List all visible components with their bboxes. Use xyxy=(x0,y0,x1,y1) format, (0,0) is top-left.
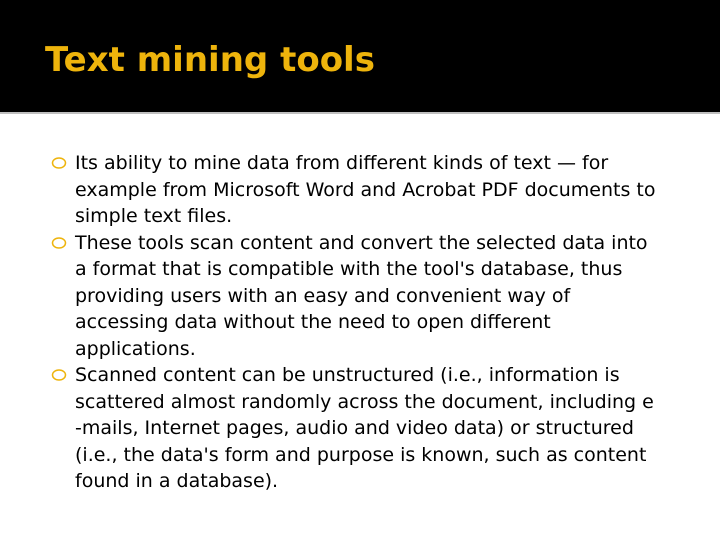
bullet-text: These tools scan content and convert the selected data into a format that is compatible with the tool's database, thus providing users with an easy and convenient way of accessing data without the need to open different applications. xyxy=(75,231,648,360)
hollow-circle-bullet-icon xyxy=(51,157,67,169)
bullet-item xyxy=(0,230,720,363)
hollow-circle-bullet-icon xyxy=(51,237,67,249)
slide-title: Text mining tools xyxy=(45,40,375,80)
bullet-list xyxy=(0,150,720,495)
bullet-item xyxy=(0,362,720,495)
hollow-circle-bullet-icon xyxy=(51,369,67,381)
bullet-text: Scanned content can be unstructured (i.e., information is scattered almost randomly across the document, including e -mails, Internet pages, audio and video data) or structured (i.e., the data's form and purpose is known, such as content found in a database). xyxy=(75,364,654,492)
title-band xyxy=(0,0,720,112)
bullet-text: Its ability to mine data from different kinds of text — for example from Microsoft Word and Acrobat PDF documents to simple text files. xyxy=(75,152,656,227)
bullet-item xyxy=(0,150,720,230)
title-divider xyxy=(0,112,720,114)
